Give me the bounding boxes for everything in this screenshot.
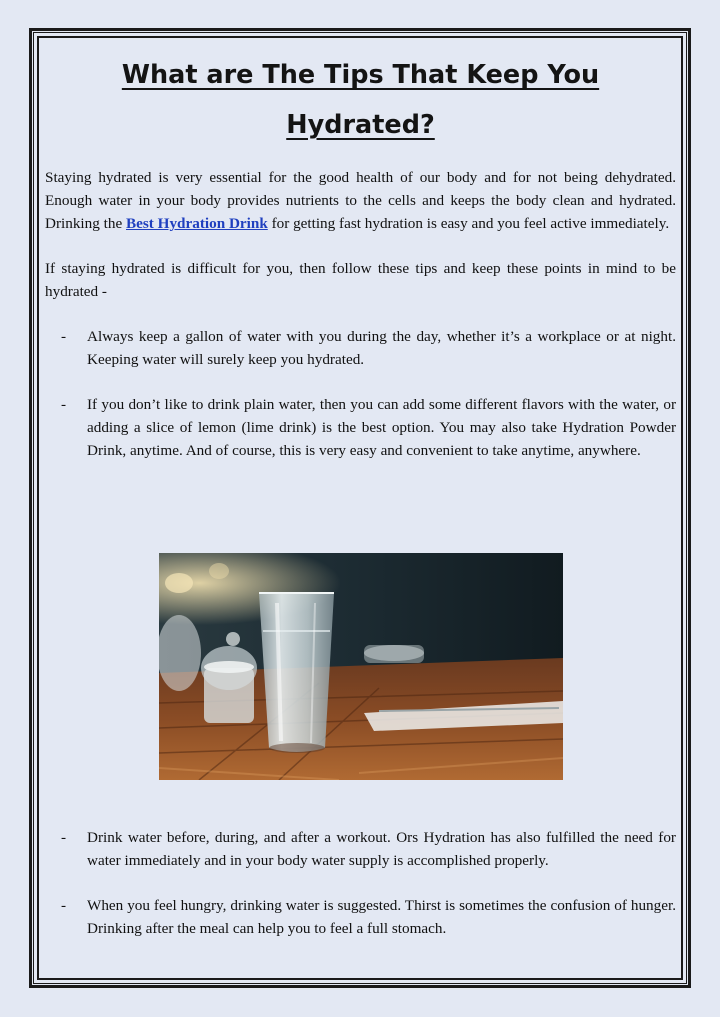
- list-dash: -: [61, 396, 67, 413]
- list-dash: -: [61, 829, 67, 846]
- tips-list-bottom: [45, 826, 676, 940]
- list-dash: -: [61, 897, 67, 914]
- list-item-text: Always keep a gallon of water with you during the day, whether it’s a workplace or at night. Keeping water will surely keep you hydrated.: [87, 328, 676, 368]
- list-item-text: Drink water before, during, and after a workout. Ors Hydration has also fulfilled the need for water immediately and in your body water supply is accomplished properly.: [87, 829, 676, 869]
- list-item: [45, 325, 676, 371]
- list-dash: -: [61, 328, 67, 345]
- list-item: [45, 826, 676, 872]
- list-item: [45, 894, 676, 940]
- intro-paragraph: [45, 166, 676, 235]
- best-hydration-drink-link[interactable]: Best Hydration Drink: [126, 215, 268, 232]
- page-title: [45, 50, 676, 150]
- document-body: [45, 50, 676, 462]
- tips-list-top: [45, 325, 676, 462]
- intro-text-after-link: for getting fast hydration is easy and you feel active immediately.: [267, 215, 670, 232]
- document-body-continued: [45, 826, 676, 940]
- page-title-text: What are The Tips That Keep You Hydrated?: [121, 60, 600, 140]
- list-item: [45, 393, 676, 462]
- list-item-text: When you feel hungry, drinking water is suggested. Thirst is sometimes the confusion of hunger. Drinking after the meal can help you to feel a full stomach.: [87, 897, 676, 937]
- intro-text-before-link: Staying hydrated is very essential for the good health of our body and for not being dehydrated. Enough water in your body provides nutrients to the cells and keeps the body clean and hydrated. Drinking the: [45, 169, 676, 232]
- list-item-text: If you don’t like to drink plain water, then you can add some different flavors with the water, or adding a slice of lemon (lime drink) is the best option. You may also take Hydration Powder Drink, anytime. And of course, this is very easy and convenient to take anytime, anywhere.: [87, 396, 676, 459]
- glass-of-water-photo: [159, 553, 563, 780]
- lead-paragraph: If staying hydrated is difficult for you, then follow these tips and keep these points in mind to be hydrated -: [45, 260, 676, 300]
